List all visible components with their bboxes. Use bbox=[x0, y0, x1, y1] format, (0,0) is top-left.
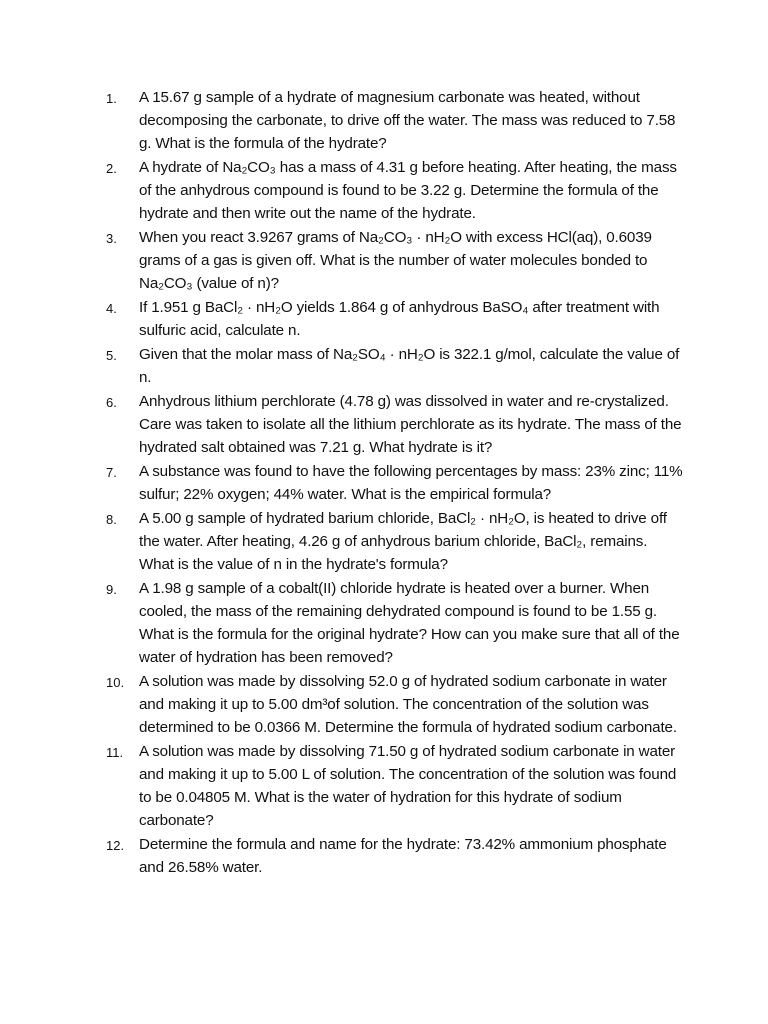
question-text: A solution was made by dissolving 71.50 g of hydrated sodium carbonate in water and making it up to 5.00 L of solution. The concentration of the solution was found to be 0.04805 M. What is the water of hydration for this hydrate of sodium carbonate? bbox=[139, 743, 677, 829]
question-item bbox=[106, 577, 686, 669]
question-item bbox=[106, 670, 686, 739]
question-item bbox=[106, 156, 686, 225]
question-number: 6. bbox=[106, 395, 117, 410]
question-number: 9. bbox=[106, 582, 117, 597]
question-item bbox=[106, 86, 686, 155]
question-item bbox=[106, 296, 686, 342]
question-number: 4. bbox=[106, 301, 117, 316]
question-number: 3. bbox=[106, 231, 117, 246]
question-text: A solution was made by dissolving 52.0 g of hydrated sodium carbonate in water and making it up to 5.00 dm³of solution. The concentration of the solution was determined to be 0.0366 M. Determine the formula of hydrated sodium carbonate. bbox=[139, 673, 677, 736]
question-item bbox=[106, 390, 686, 459]
question-number: 1. bbox=[106, 91, 117, 106]
question-list bbox=[106, 86, 686, 880]
question-text: A 15.67 g sample of a hydrate of magnesium carbonate was heated, without decomposing the carbonate, to drive off the water. The mass was reduced to 7.58 g. What is the formula of the hydrate? bbox=[139, 89, 676, 152]
question-text: If 1.951 g BaCl₂ · nH₂O yields 1.864 g of anhydrous BaSO₄ after treatment with sulfuric acid, calculate n. bbox=[139, 299, 660, 339]
question-text: When you react 3.9267 grams of Na₂CO₃ · nH₂O with excess HCl(aq), 0.6039 grams of a gas is given off. What is the number of water molecules bonded to Na₂CO₃ (value of n)? bbox=[139, 229, 652, 292]
question-item bbox=[106, 226, 686, 295]
question-text: Given that the molar mass of Na₂SO₄ · nH₂O is 322.1 g/mol, calculate the value of n. bbox=[139, 346, 680, 386]
question-number: 8. bbox=[106, 512, 117, 527]
question-item bbox=[106, 343, 686, 389]
question-number: 5. bbox=[106, 348, 117, 363]
question-number: 11. bbox=[106, 745, 124, 760]
question-number: 7. bbox=[106, 465, 117, 480]
question-item bbox=[106, 460, 686, 506]
question-text: A substance was found to have the following percentages by mass: 23% zinc; 11% sulfur; 22% oxygen; 44% water. What is the empirical formula? bbox=[139, 463, 683, 503]
question-item bbox=[106, 833, 686, 879]
question-text: A 1.98 g sample of a cobalt(II) chloride hydrate is heated over a burner. When cooled, the mass of the remaining dehydrated compound is found to be 1.55 g. What is the formula for the original hydrate? How can you make sure that all of the water of hydration has been removed? bbox=[139, 580, 680, 666]
question-item bbox=[106, 740, 686, 832]
question-text: A hydrate of Na₂CO₃ has a mass of 4.31 g before heating. After heating, the mass of the anhydrous compound is found to be 3.22 g. Determine the formula of the hydrate and then write out the name of the hydrate. bbox=[139, 159, 677, 222]
question-text: Anhydrous lithium perchlorate (4.78 g) was dissolved in water and re-crystalized. Care was taken to isolate all the lithium perchlorate as its hydrate. The mass of the hydrated salt obtained was 7.21 g. What hydrate is it? bbox=[139, 393, 682, 456]
question-item bbox=[106, 507, 686, 576]
question-number: 2. bbox=[106, 161, 117, 176]
question-text: A 5.00 g sample of hydrated barium chloride, BaCl₂ · nH₂O, is heated to drive off the water. After heating, 4.26 g of anhydrous barium chloride, BaCl₂, remains. What is the value of n in the hydrate's formula? bbox=[139, 510, 667, 573]
question-number: 10. bbox=[106, 675, 125, 690]
question-number: 12. bbox=[106, 838, 125, 853]
question-text: Determine the formula and name for the hydrate: 73.42% ammonium phosphate and 26.58% water. bbox=[139, 836, 667, 876]
